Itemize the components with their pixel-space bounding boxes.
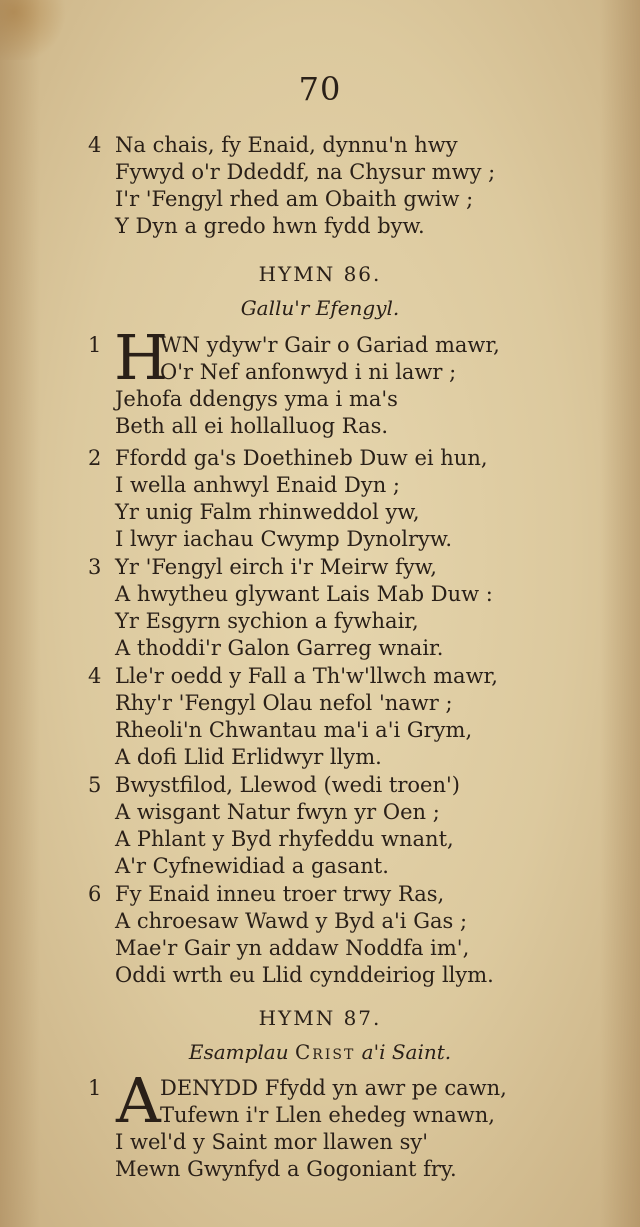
subtitle-part: a'i Saint. xyxy=(361,1040,452,1064)
verse-line: I lwyr iachau Cwymp Dynolryw. xyxy=(115,527,453,551)
verse-line: Yr Esgyrn sychion a fywhair, xyxy=(115,609,419,633)
verse-line: O'r Nef anfonwyd i ni lawr ; xyxy=(160,360,457,384)
verse-line: A'r Cyfnewidiad a gasant. xyxy=(115,854,389,878)
subtitle-part: Esamplau xyxy=(188,1040,289,1064)
verse-line: Mewn Gwynfyd a Gogoniant fry. xyxy=(115,1157,457,1181)
verse-line: A dofi Llid Erlidwyr llym. xyxy=(115,745,382,769)
verse-line: A hwytheu glywant Lais Mab Duw : xyxy=(115,582,493,606)
verse-line: A thoddi'r Galon Garreg wnair. xyxy=(115,636,444,660)
stanza-number: 1 xyxy=(88,1076,102,1100)
verse-line: Yr 'Fengyl eirch i'r Meirw fyw, xyxy=(115,555,437,579)
stanza-number: 6 xyxy=(88,882,102,906)
verse-line: Fy Enaid inneu troer trwy Ras, xyxy=(115,882,445,906)
verse-line: Tufewn i'r Llen ehedeg wnawn, xyxy=(160,1103,495,1127)
verse-line: WN ydyw'r Gair o Gariad mawr, xyxy=(160,333,500,357)
hymn-87-subtitle xyxy=(0,1040,640,1064)
verse-line: Rheoli'n Chwantau ma'i a'i Grym, xyxy=(115,718,473,742)
verse-line: Mae'r Gair yn addaw Noddfa im', xyxy=(115,936,470,960)
hymn-87-heading: HYMN 87. xyxy=(258,1006,382,1030)
verse-line: Bwystfilod, Llewod (wedi troen') xyxy=(115,773,460,797)
drop-cap: A xyxy=(116,1064,161,1137)
hymn-86-heading: HYMN 86. xyxy=(258,262,382,286)
verse-line: Lle'r oedd y Fall a Th'w'llwch mawr, xyxy=(115,664,498,688)
verse-line: Jehofa ddengys yma i ma's xyxy=(115,387,398,411)
verse-line: I wella anhwyl Enaid Dyn ; xyxy=(115,473,400,497)
hymn-86-subtitle: Gallu'r Efengyl. xyxy=(240,296,400,320)
verse-line: Y Dyn a gredo hwn fydd byw. xyxy=(115,214,425,238)
verse-line: A chroesaw Wawd y Byd a'i Gas ; xyxy=(115,909,468,933)
stanza-number: 1 xyxy=(88,333,102,357)
verse-line: A Phlant y Byd rhyfeddu wnant, xyxy=(115,827,454,851)
verse-line: Na chais, fy Enaid, dynnu'n hwy xyxy=(115,133,458,157)
verse-line: I wel'd y Saint mor llawen sy' xyxy=(115,1130,429,1154)
verse-line: A wisgant Natur fwyn yr Oen ; xyxy=(115,800,440,824)
verse-line: DENYDD Ffydd yn awr pe cawn, xyxy=(160,1076,507,1100)
verse-line: Beth all ei hollalluog Ras. xyxy=(115,414,389,438)
stanza-number: 2 xyxy=(88,446,102,470)
verse-line: Fywyd o'r Ddeddf, na Chysur mwy ; xyxy=(115,160,496,184)
drop-cap: H xyxy=(114,321,169,394)
verse-line: Yr unig Falm rhinweddol yw, xyxy=(115,500,420,524)
page-number: 70 xyxy=(298,70,342,108)
stanza-number: 4 xyxy=(88,664,102,688)
stanza-number: 5 xyxy=(88,773,102,797)
stanza-number: 3 xyxy=(88,555,102,579)
subtitle-caps: Crist xyxy=(294,1040,356,1064)
verse-line: I'r 'Fengyl rhed am Obaith gwiw ; xyxy=(115,187,474,211)
verse-line: Ffordd ga's Doethineb Duw ei hun, xyxy=(115,446,488,470)
verse-line: Oddi wrth eu Llid cynddeiriog llym. xyxy=(115,963,494,987)
verse-line: Rhy'r 'Fengyl Olau nefol 'nawr ; xyxy=(115,691,453,715)
stanza-number: 4 xyxy=(88,133,102,157)
